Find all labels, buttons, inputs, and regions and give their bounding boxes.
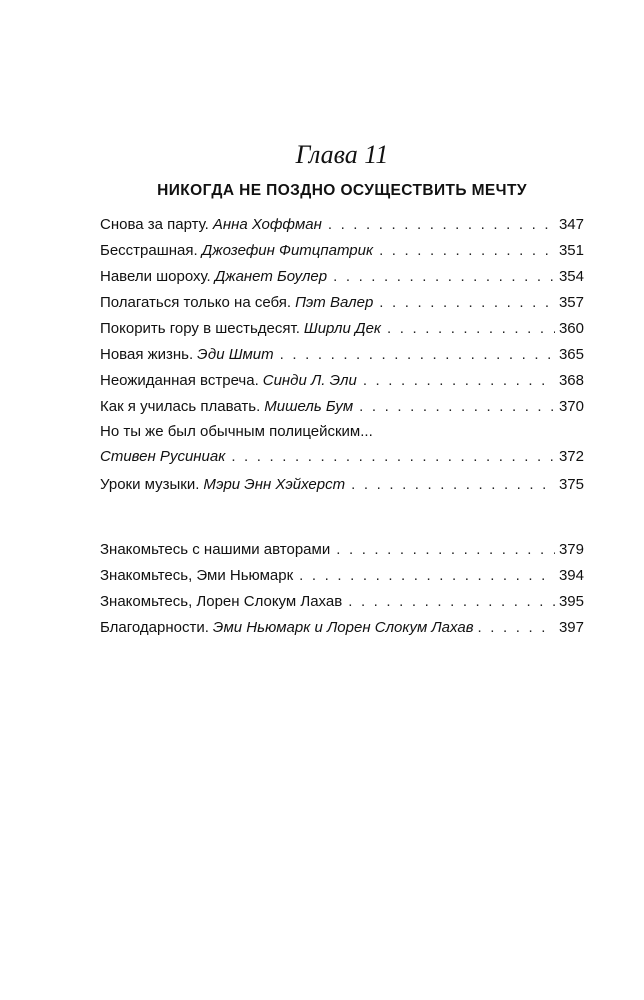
toc-entry-title: Покорить гору в шестьдесят. [100,320,300,337]
toc-entry-title: Неожиданная встреча. [100,372,259,389]
toc-entry[interactable] [100,589,584,615]
toc-entry-page: 397 [558,619,584,636]
toc-entry-title: Знакомьтесь, Эми Ньюмарк [100,567,294,584]
toc-leader-dots [336,537,555,563]
toc-entry-title: Благодарности. [100,619,209,636]
toc-entry-title: Как я училась плавать. [100,398,261,415]
toc-entry-author: Пэт Валер [295,294,374,311]
toc-entry-page: 379 [558,541,584,558]
toc-entry-author: Мишель Бум [264,398,354,415]
toc-entry-page: 372 [558,448,584,465]
toc-entry-title: Полагаться только на себя. [100,294,292,311]
toc-entry[interactable] [100,472,584,498]
toc-list-backmatter [100,537,584,641]
toc-entry-title: Бесстрашная. [100,242,198,259]
toc-entry-page: 357 [558,294,584,311]
toc-leader-dots [231,444,555,470]
toc-entry-title: Новая жизнь. [100,346,194,363]
toc-entry-title: Уроки музыки. [100,476,200,493]
toc-entry-page: 360 [558,320,584,337]
toc-entry[interactable] [100,238,584,264]
toc-entry-author: Ширли Дек [303,320,382,337]
toc-entry[interactable] [100,342,584,368]
toc-entry-author: Джозефин Фитцпатрик [201,242,374,259]
toc-entry-title: Знакомьтесь с нашими авторами [100,541,331,558]
toc-entry-author: Эми Ньюмарк и Лорен Слокум Лахав [212,619,474,636]
toc-entry-author: Анна Хоффман [212,216,322,233]
toc-entry[interactable] [100,563,584,589]
toc-entry-author: Синди Л. Эли [262,372,357,389]
toc-entry-title: Навели шороху. [100,268,211,285]
toc-leader-dots [363,368,555,394]
toc-entry[interactable] [100,264,584,290]
toc-entry[interactable] [100,212,584,238]
toc-entry[interactable] [100,316,584,342]
toc-leader-dots [351,472,555,498]
toc-entry-multiline[interactable] [100,420,584,470]
toc-leader-dots [280,342,555,368]
toc-entry-page: 351 [558,242,584,259]
toc-entry-author: Джанет Боулер [214,268,328,285]
toc-entry-author: Эди Шмит [197,346,274,363]
toc-entry-author: Стивен Русиниак [100,448,226,465]
toc-entry-title: Снова за парту. [100,216,209,233]
toc-entry[interactable] [100,368,584,394]
toc-entry-author: Мэри Энн Хэйхерст [203,476,346,493]
toc-entry-page: 368 [558,372,584,389]
toc-leader-dots [359,394,555,420]
toc-leader-dots [478,615,555,641]
toc-leader-dots [379,238,555,264]
toc-leader-dots [387,316,555,342]
toc-entry-page: 394 [558,567,584,584]
toc-leader-dots [348,589,555,615]
toc-entry-page: 365 [558,346,584,363]
toc-entry-second-line [100,444,584,470]
chapter-title: НИКОГДА НЕ ПОЗДНО ОСУЩЕСТВИТЬ МЕЧТУ [157,182,527,199]
toc-entry[interactable] [100,615,584,641]
toc-leader-dots [333,264,555,290]
toc-entry-page: 395 [558,593,584,610]
chapter-number-heading: Глава 11 [295,140,389,169]
toc-entry[interactable] [100,537,584,563]
toc-leader-dots [328,212,555,238]
toc-entry-title: Но ты же был обычным полицейским... [100,423,373,440]
toc-leader-dots [379,290,555,316]
toc-entry-page: 347 [558,216,584,233]
toc-entry-page: 370 [558,398,584,415]
toc-entry[interactable] [100,394,584,420]
toc-list-chapter [100,212,584,498]
toc-leader-dots [299,563,555,589]
toc-entry-page: 354 [558,268,584,285]
toc-entry-title: Знакомьтесь, Лорен Слоку​м Лахав [100,593,343,610]
toc-entry[interactable] [100,290,584,316]
toc-entry-page: 375 [558,476,584,493]
